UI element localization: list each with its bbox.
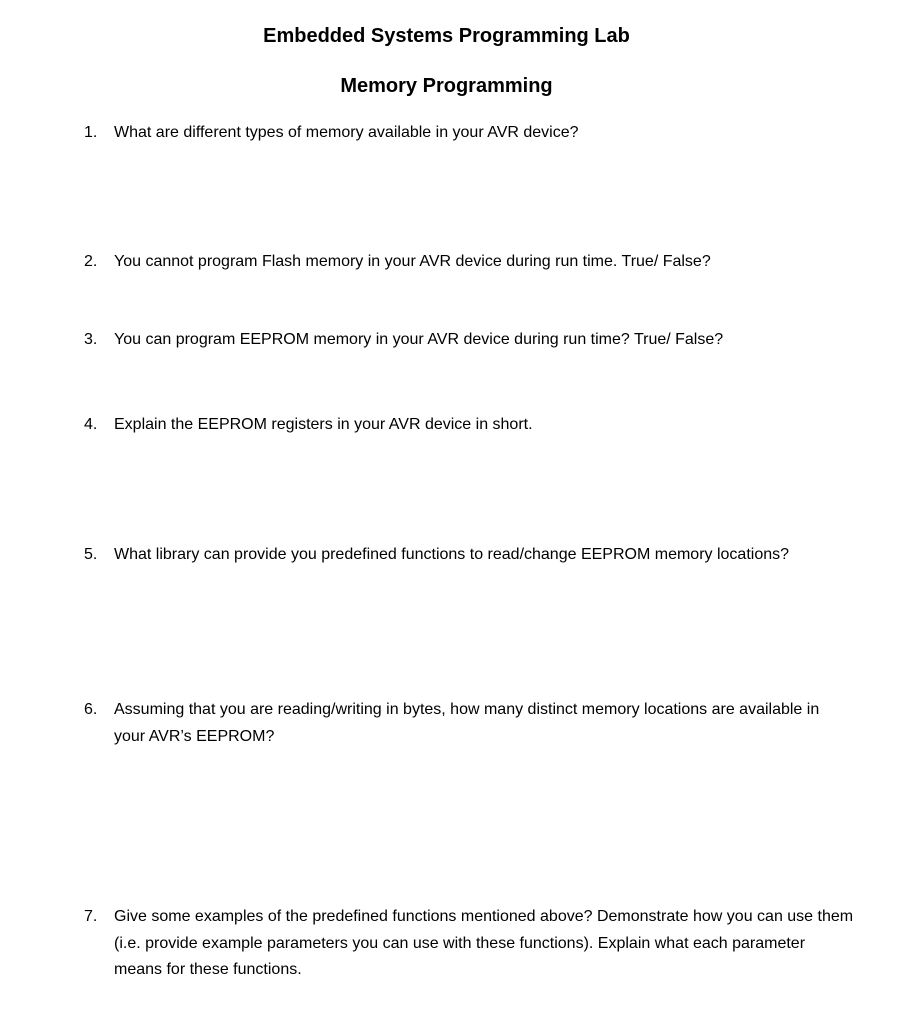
question-text: What are different types of memory available in your AVR device? [114,124,579,141]
question-text: Give some examples of the predefined functions mentioned above? Demonstrate how you can use them (i.e. provide example parameters you can use with these functions). Explain what each parameter means for these functions. [114,908,854,978]
question-text: Assuming that you are reading/writing in bytes, how many distinct memory locations are available in your AVR’s EEPROM? [114,701,820,745]
document-subtitle: Memory Programming [340,75,553,97]
question-text: You cannot program Flash memory in your AVR device during run time. True/ False? [114,253,711,270]
question-item [84,904,854,984]
question-number: 7. [84,908,98,925]
question-text: Explain the EEPROM registers in your AVR device in short. [114,416,533,433]
question-number: 5. [84,546,98,563]
question-item [84,542,854,569]
question-text: You can program EEPROM memory in your AVR device during run time? True/ False? [114,331,724,348]
question-text: What library can provide you predefined functions to read/change EEPROM memory locations? [114,546,790,563]
question-number: 2. [84,253,98,270]
question-item [84,120,854,147]
question-number: 4. [84,416,98,433]
question-number: 1. [84,124,98,141]
question-item [84,412,854,439]
question-number: 3. [84,331,98,348]
question-number: 6. [84,701,98,718]
question-item [84,697,854,750]
document-title: Embedded Systems Programming Lab [263,25,630,47]
question-item [84,249,854,276]
question-item [84,327,854,354]
